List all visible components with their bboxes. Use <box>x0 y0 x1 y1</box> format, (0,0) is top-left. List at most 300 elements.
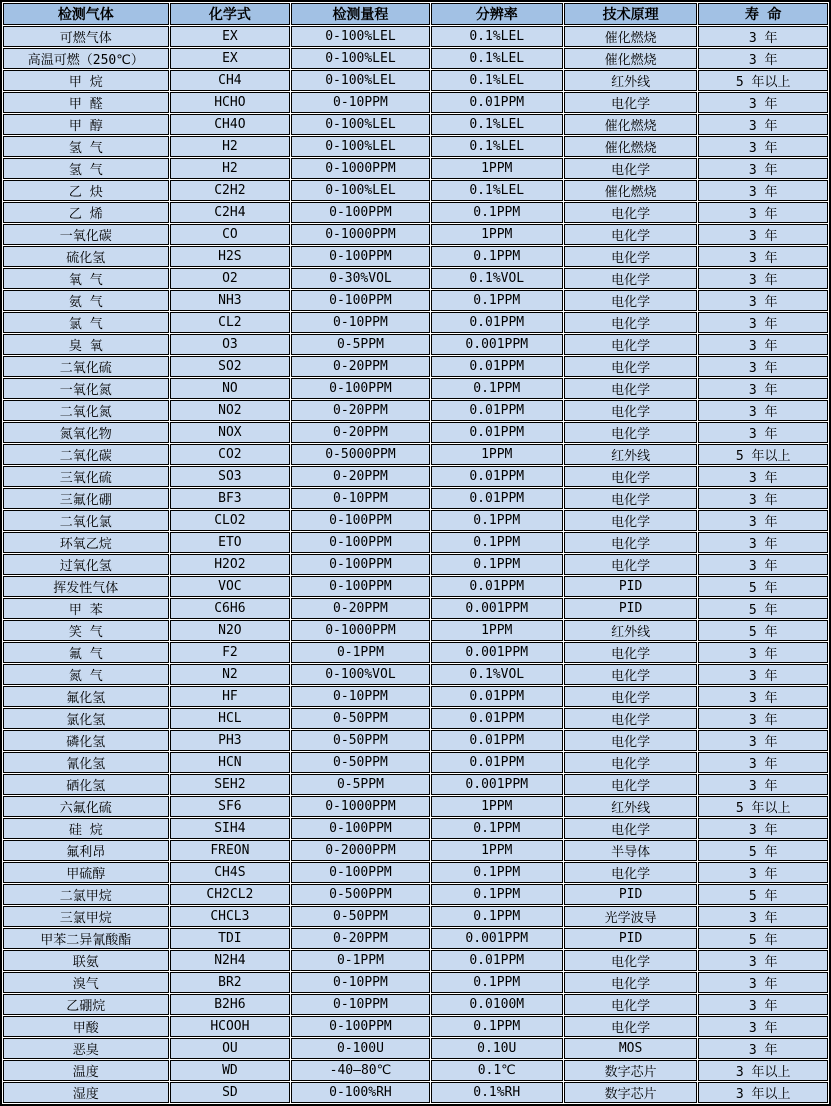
cell-gas-name: 三氧化硫 <box>3 466 169 487</box>
cell-gas-name: 三氟化硼 <box>3 488 169 509</box>
cell-lifespan: 3 年 <box>698 642 828 663</box>
cell-lifespan: 3 年 <box>698 730 828 751</box>
cell-range: 0-10PPM <box>291 686 430 707</box>
cell-resolution: 0.1%LEL <box>431 70 563 91</box>
cell-resolution: 0.1%VOL <box>431 664 563 685</box>
table-row <box>3 202 828 223</box>
cell-formula: WD <box>170 1060 291 1081</box>
cell-range: 0-5PPM <box>291 334 430 355</box>
cell-gas-name: 氟利昂 <box>3 840 169 861</box>
table-row <box>3 906 828 927</box>
cell-gas-name: 氨 气 <box>3 290 169 311</box>
cell-formula: HF <box>170 686 291 707</box>
cell-principle: 电化学 <box>564 774 698 795</box>
cell-principle: 电化学 <box>564 334 698 355</box>
table-row <box>3 356 828 377</box>
cell-principle: 红外线 <box>564 70 698 91</box>
cell-resolution: 0.01PPM <box>431 730 563 751</box>
cell-principle: 电化学 <box>564 356 698 377</box>
cell-resolution: 0.1PPM <box>431 202 563 223</box>
cell-principle: PID <box>564 884 698 905</box>
cell-formula: EX <box>170 26 291 47</box>
table-row <box>3 862 828 883</box>
cell-resolution: 0.01PPM <box>431 708 563 729</box>
cell-principle: 电化学 <box>564 246 698 267</box>
cell-formula: C2H2 <box>170 180 291 201</box>
table-row <box>3 994 828 1015</box>
cell-gas-name: 氟化氢 <box>3 686 169 707</box>
cell-lifespan: 5 年 <box>698 928 828 949</box>
table-row <box>3 730 828 751</box>
table-row <box>3 158 828 179</box>
cell-lifespan: 3 年 <box>698 1038 828 1059</box>
cell-range: 0-20PPM <box>291 928 430 949</box>
cell-resolution: 0.1%LEL <box>431 180 563 201</box>
cell-gas-name: 氟 气 <box>3 642 169 663</box>
cell-gas-name: 一氧化氮 <box>3 378 169 399</box>
cell-lifespan: 3 年 <box>698 488 828 509</box>
cell-gas-name: 甲酸 <box>3 1016 169 1037</box>
cell-formula: N2H4 <box>170 950 291 971</box>
cell-gas-name: 溴气 <box>3 972 169 993</box>
cell-resolution: 1PPM <box>431 840 563 861</box>
cell-formula: O3 <box>170 334 291 355</box>
cell-resolution: 0.01PPM <box>431 950 563 971</box>
cell-lifespan: 3 年 <box>698 334 828 355</box>
cell-formula: SIH4 <box>170 818 291 839</box>
table-row <box>3 752 828 773</box>
table-row <box>3 708 828 729</box>
cell-range: 0-5PPM <box>291 774 430 795</box>
cell-resolution: 1PPM <box>431 444 563 465</box>
cell-lifespan: 3 年 <box>698 1016 828 1037</box>
cell-formula: CO2 <box>170 444 291 465</box>
cell-formula: BR2 <box>170 972 291 993</box>
table-row <box>3 642 828 663</box>
table-row <box>3 620 828 641</box>
cell-resolution: 0.01PPM <box>431 92 563 113</box>
cell-principle: 电化学 <box>564 950 698 971</box>
cell-principle: 电化学 <box>564 972 698 993</box>
cell-gas-name: 乙 烯 <box>3 202 169 223</box>
cell-principle: 红外线 <box>564 444 698 465</box>
cell-principle: 电化学 <box>564 862 698 883</box>
cell-resolution: 0.1%LEL <box>431 136 563 157</box>
cell-gas-name: 二氧化硫 <box>3 356 169 377</box>
cell-gas-name: 硒化氢 <box>3 774 169 795</box>
cell-gas-name: 氰化氢 <box>3 752 169 773</box>
cell-gas-name: 硅 烷 <box>3 818 169 839</box>
cell-principle: 红外线 <box>564 620 698 641</box>
cell-lifespan: 3 年 <box>698 510 828 531</box>
cell-range: 0-1000PPM <box>291 224 430 245</box>
cell-lifespan: 3 年 <box>698 950 828 971</box>
cell-principle: 电化学 <box>564 158 698 179</box>
cell-principle: 催化燃烧 <box>564 48 698 69</box>
cell-gas-name: 笑 气 <box>3 620 169 641</box>
cell-formula: B2H6 <box>170 994 291 1015</box>
table-row <box>3 444 828 465</box>
cell-range: 0-100%LEL <box>291 26 430 47</box>
cell-gas-name: 二氧化氮 <box>3 400 169 421</box>
table-row <box>3 774 828 795</box>
cell-principle: 数字芯片 <box>564 1060 698 1081</box>
cell-gas-name: 硫化氢 <box>3 246 169 267</box>
cell-gas-name: 氮 气 <box>3 664 169 685</box>
cell-principle: 电化学 <box>564 818 698 839</box>
cell-resolution: 0.1PPM <box>431 532 563 553</box>
cell-lifespan: 5 年 <box>698 620 828 641</box>
cell-gas-name: 挥发性气体 <box>3 576 169 597</box>
cell-lifespan: 3 年 <box>698 48 828 69</box>
cell-principle: 催化燃烧 <box>564 136 698 157</box>
cell-resolution: 0.1PPM <box>431 972 563 993</box>
table-row <box>3 928 828 949</box>
cell-range: 0-50PPM <box>291 708 430 729</box>
cell-lifespan: 3 年 <box>698 554 828 575</box>
cell-resolution: 0.1PPM <box>431 246 563 267</box>
cell-formula: CHCL3 <box>170 906 291 927</box>
table-row <box>3 400 828 421</box>
cell-gas-name: 二氧化氯 <box>3 510 169 531</box>
cell-resolution: 0.01PPM <box>431 488 563 509</box>
cell-principle: 电化学 <box>564 422 698 443</box>
cell-lifespan: 3 年 <box>698 774 828 795</box>
cell-principle: 数字芯片 <box>564 1082 698 1103</box>
cell-range: 0-100PPM <box>291 862 430 883</box>
cell-formula: C6H6 <box>170 598 291 619</box>
cell-gas-name: 磷化氢 <box>3 730 169 751</box>
table-row <box>3 312 828 333</box>
cell-principle: PID <box>564 928 698 949</box>
cell-resolution: 0.01PPM <box>431 312 563 333</box>
cell-range: 0-20PPM <box>291 400 430 421</box>
cell-principle: 电化学 <box>564 1016 698 1037</box>
table-row <box>3 532 828 553</box>
cell-range: 0-1PPM <box>291 950 430 971</box>
cell-gas-name: 湿度 <box>3 1082 169 1103</box>
cell-gas-name: 二氯甲烷 <box>3 884 169 905</box>
cell-lifespan: 3 年 <box>698 400 828 421</box>
cell-resolution: 0.01PPM <box>431 356 563 377</box>
cell-resolution: 0.0100M <box>431 994 563 1015</box>
cell-resolution: 0.1%LEL <box>431 26 563 47</box>
cell-resolution: 0.1℃ <box>431 1060 563 1081</box>
cell-range: 0-100%VOL <box>291 664 430 685</box>
cell-resolution: 0.1%LEL <box>431 114 563 135</box>
cell-range: 0-100PPM <box>291 378 430 399</box>
cell-formula: HCL <box>170 708 291 729</box>
cell-formula: EX <box>170 48 291 69</box>
cell-range: 0-2000PPM <box>291 840 430 861</box>
cell-resolution: 0.1PPM <box>431 884 563 905</box>
table-row <box>3 114 828 135</box>
cell-lifespan: 5 年以上 <box>698 70 828 91</box>
table-row <box>3 70 828 91</box>
cell-resolution: 0.10U <box>431 1038 563 1059</box>
cell-principle: 电化学 <box>564 730 698 751</box>
cell-range: 0-500PPM <box>291 884 430 905</box>
cell-formula: NH3 <box>170 290 291 311</box>
cell-formula: SEH2 <box>170 774 291 795</box>
table-row <box>3 488 828 509</box>
cell-principle: 电化学 <box>564 290 698 311</box>
cell-formula: F2 <box>170 642 291 663</box>
cell-principle: 电化学 <box>564 378 698 399</box>
cell-range: 0-100PPM <box>291 202 430 223</box>
cell-lifespan: 3 年 <box>698 708 828 729</box>
cell-resolution: 0.01PPM <box>431 422 563 443</box>
cell-range: 0-100%LEL <box>291 70 430 91</box>
column-header-principle: 技术原理 <box>564 3 698 25</box>
cell-principle: 催化燃烧 <box>564 26 698 47</box>
cell-range: 0-100%LEL <box>291 136 430 157</box>
cell-formula: H2S <box>170 246 291 267</box>
cell-resolution: 0.01PPM <box>431 752 563 773</box>
cell-lifespan: 3 年以上 <box>698 1060 828 1081</box>
cell-range: 0-100PPM <box>291 818 430 839</box>
cell-lifespan: 5 年 <box>698 576 828 597</box>
cell-gas-name: 一氧化碳 <box>3 224 169 245</box>
cell-gas-name: 甲 醇 <box>3 114 169 135</box>
cell-principle: 半导体 <box>564 840 698 861</box>
cell-principle: 催化燃烧 <box>564 180 698 201</box>
cell-formula: PH3 <box>170 730 291 751</box>
cell-principle: 电化学 <box>564 642 698 663</box>
cell-resolution: 0.1PPM <box>431 290 563 311</box>
cell-gas-name: 乙 炔 <box>3 180 169 201</box>
cell-formula: FREON <box>170 840 291 861</box>
cell-formula: BF3 <box>170 488 291 509</box>
cell-resolution: 0.001PPM <box>431 928 563 949</box>
cell-gas-name: 甲 醛 <box>3 92 169 113</box>
cell-principle: 电化学 <box>564 510 698 531</box>
cell-resolution: 0.1%VOL <box>431 268 563 289</box>
table-row <box>3 422 828 443</box>
cell-principle: 电化学 <box>564 224 698 245</box>
cell-gas-name: 二氧化碳 <box>3 444 169 465</box>
table-row <box>3 334 828 355</box>
cell-lifespan: 3 年 <box>698 312 828 333</box>
cell-range: 0-20PPM <box>291 466 430 487</box>
cell-range: 0-50PPM <box>291 906 430 927</box>
cell-lifespan: 3 年 <box>698 532 828 553</box>
cell-formula: CLO2 <box>170 510 291 531</box>
cell-lifespan: 3 年 <box>698 290 828 311</box>
cell-range: 0-100%RH <box>291 1082 430 1103</box>
cell-lifespan: 3 年 <box>698 180 828 201</box>
table-row <box>3 1082 828 1103</box>
cell-gas-name: 联氨 <box>3 950 169 971</box>
cell-range: 0-100%LEL <box>291 114 430 135</box>
table-body <box>3 26 828 1103</box>
cell-formula: CL2 <box>170 312 291 333</box>
cell-gas-name: 恶臭 <box>3 1038 169 1059</box>
table-row <box>3 268 828 289</box>
cell-range: 0-1PPM <box>291 642 430 663</box>
cell-formula: SD <box>170 1082 291 1103</box>
cell-gas-name: 可燃气体 <box>3 26 169 47</box>
table-row <box>3 598 828 619</box>
cell-resolution: 0.01PPM <box>431 576 563 597</box>
cell-resolution: 0.1PPM <box>431 906 563 927</box>
cell-range: 0-10PPM <box>291 312 430 333</box>
cell-formula: CO <box>170 224 291 245</box>
cell-principle: 电化学 <box>564 532 698 553</box>
cell-gas-name: 过氧化氢 <box>3 554 169 575</box>
cell-formula: NO2 <box>170 400 291 421</box>
cell-formula: HCOOH <box>170 1016 291 1037</box>
cell-lifespan: 3 年 <box>698 268 828 289</box>
cell-lifespan: 3 年 <box>698 158 828 179</box>
cell-lifespan: 3 年以上 <box>698 1082 828 1103</box>
cell-principle: 电化学 <box>564 488 698 509</box>
column-header-resolution: 分辨率 <box>431 3 563 25</box>
cell-gas-name: 甲硫醇 <box>3 862 169 883</box>
cell-lifespan: 5 年 <box>698 598 828 619</box>
cell-principle: 电化学 <box>564 400 698 421</box>
table-row <box>3 290 828 311</box>
cell-range: 0-5000PPM <box>291 444 430 465</box>
cell-formula: N2O <box>170 620 291 641</box>
cell-resolution: 0.01PPM <box>431 686 563 707</box>
cell-resolution: 1PPM <box>431 158 563 179</box>
cell-principle: 电化学 <box>564 554 698 575</box>
cell-range: 0-1000PPM <box>291 796 430 817</box>
cell-formula: C2H4 <box>170 202 291 223</box>
cell-formula: N2 <box>170 664 291 685</box>
cell-formula: SO2 <box>170 356 291 377</box>
cell-lifespan: 3 年 <box>698 26 828 47</box>
cell-range: 0-100PPM <box>291 510 430 531</box>
cell-lifespan: 5 年 <box>698 840 828 861</box>
table-row <box>3 884 828 905</box>
cell-resolution: 0.001PPM <box>431 598 563 619</box>
cell-lifespan: 3 年 <box>698 422 828 443</box>
cell-lifespan: 3 年 <box>698 378 828 399</box>
cell-range: 0-20PPM <box>291 598 430 619</box>
cell-formula: SF6 <box>170 796 291 817</box>
cell-range: 0-100PPM <box>291 246 430 267</box>
cell-formula: H2 <box>170 158 291 179</box>
cell-formula: NO <box>170 378 291 399</box>
table-row <box>3 686 828 707</box>
column-header-lifespan: 寿 命 <box>698 3 828 25</box>
cell-range: 0-100%LEL <box>291 48 430 69</box>
cell-formula: VOC <box>170 576 291 597</box>
cell-resolution: 1PPM <box>431 620 563 641</box>
cell-formula: CH4O <box>170 114 291 135</box>
table-row <box>3 818 828 839</box>
cell-principle: 催化燃烧 <box>564 114 698 135</box>
cell-formula: HCHO <box>170 92 291 113</box>
cell-range: 0-1000PPM <box>291 158 430 179</box>
cell-formula: CH2CL2 <box>170 884 291 905</box>
cell-principle: 电化学 <box>564 466 698 487</box>
cell-range: 0-100PPM <box>291 576 430 597</box>
cell-resolution: 0.01PPM <box>431 466 563 487</box>
cell-formula: O2 <box>170 268 291 289</box>
table-row <box>3 576 828 597</box>
cell-resolution: 0.1PPM <box>431 554 563 575</box>
table-row <box>3 224 828 245</box>
cell-lifespan: 5 年 <box>698 884 828 905</box>
cell-principle: 光学波导 <box>564 906 698 927</box>
cell-gas-name: 甲 烷 <box>3 70 169 91</box>
cell-gas-name: 高温可燃（250℃） <box>3 48 169 69</box>
cell-lifespan: 3 年 <box>698 202 828 223</box>
cell-gas-name: 氯化氢 <box>3 708 169 729</box>
cell-principle: 电化学 <box>564 202 698 223</box>
cell-resolution: 0.1%RH <box>431 1082 563 1103</box>
cell-range: 0-30%VOL <box>291 268 430 289</box>
cell-lifespan: 3 年 <box>698 466 828 487</box>
cell-resolution: 0.001PPM <box>431 774 563 795</box>
cell-range: 0-20PPM <box>291 356 430 377</box>
table-row <box>3 796 828 817</box>
cell-range: 0-10PPM <box>291 972 430 993</box>
cell-formula: OU <box>170 1038 291 1059</box>
cell-formula: NOX <box>170 422 291 443</box>
cell-principle: PID <box>564 576 698 597</box>
cell-resolution: 1PPM <box>431 224 563 245</box>
table-row <box>3 466 828 487</box>
cell-formula: H2 <box>170 136 291 157</box>
cell-lifespan: 5 年以上 <box>698 444 828 465</box>
cell-resolution: 0.001PPM <box>431 642 563 663</box>
table-row <box>3 180 828 201</box>
cell-lifespan: 3 年 <box>698 686 828 707</box>
cell-range: 0-10PPM <box>291 92 430 113</box>
table-row <box>3 972 828 993</box>
table-row <box>3 1016 828 1037</box>
cell-resolution: 1PPM <box>431 796 563 817</box>
cell-range: -40—80℃ <box>291 1060 430 1081</box>
cell-formula: ETO <box>170 532 291 553</box>
cell-lifespan: 3 年 <box>698 356 828 377</box>
cell-principle: PID <box>564 598 698 619</box>
cell-principle: 电化学 <box>564 664 698 685</box>
cell-resolution: 0.1PPM <box>431 818 563 839</box>
cell-gas-name: 环氧乙烷 <box>3 532 169 553</box>
cell-formula: CH4S <box>170 862 291 883</box>
cell-gas-name: 温度 <box>3 1060 169 1081</box>
cell-range: 0-50PPM <box>291 752 430 773</box>
cell-formula: H2O2 <box>170 554 291 575</box>
cell-gas-name: 氧 气 <box>3 268 169 289</box>
cell-lifespan: 3 年 <box>698 906 828 927</box>
column-header-formula: 化学式 <box>170 3 291 25</box>
cell-lifespan: 3 年 <box>698 818 828 839</box>
cell-gas-name: 乙硼烷 <box>3 994 169 1015</box>
cell-lifespan: 3 年 <box>698 994 828 1015</box>
cell-gas-name: 氢 气 <box>3 158 169 179</box>
cell-resolution: 0.1PPM <box>431 1016 563 1037</box>
cell-gas-name: 六氟化硫 <box>3 796 169 817</box>
cell-range: 0-100PPM <box>291 290 430 311</box>
table-row <box>3 378 828 399</box>
cell-principle: 红外线 <box>564 796 698 817</box>
cell-range: 0-10PPM <box>291 488 430 509</box>
cell-resolution: 0.1PPM <box>431 378 563 399</box>
table-row <box>3 26 828 47</box>
cell-principle: MOS <box>564 1038 698 1059</box>
cell-range: 0-20PPM <box>291 422 430 443</box>
cell-principle: 电化学 <box>564 994 698 1015</box>
cell-principle: 电化学 <box>564 708 698 729</box>
cell-formula: HCN <box>170 752 291 773</box>
cell-gas-name: 氮氧化物 <box>3 422 169 443</box>
